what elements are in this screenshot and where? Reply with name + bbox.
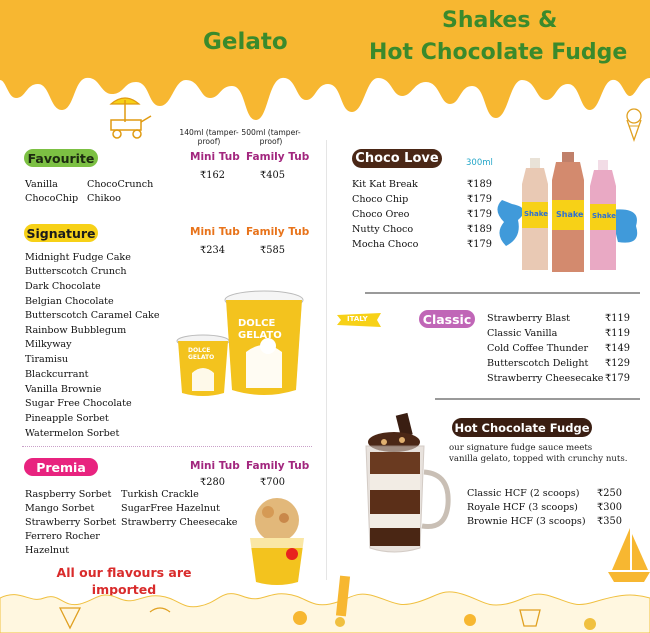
list-item: Hazelnut [25, 545, 70, 556]
list-item: Rainbow Bubblegum [25, 325, 127, 336]
list-item: Strawberry Blast [487, 313, 571, 324]
list-item: Cold Coffee Thunder [487, 343, 589, 354]
premia-family-header: Family Tub [246, 460, 310, 472]
mini-tub-image [176, 333, 230, 397]
signature-family-header: Family Tub [246, 226, 310, 238]
item-price: ₹149 [605, 343, 630, 354]
item-price: ₹189 [467, 224, 492, 235]
favourite-family-price: ₹405 [260, 170, 285, 181]
italy-ribbon-label: ITALY [347, 315, 368, 323]
tub-brand-line1: DOLCE [238, 318, 276, 329]
list-item: Choco Oreo [352, 209, 410, 220]
list-item: Strawberry Sorbet [25, 517, 117, 528]
hcf-description-line1: our signature fudge sauce meets [449, 443, 593, 453]
ice-cream-cone-icon [623, 108, 645, 142]
list-item: Raspberry Sorbet [25, 489, 112, 500]
favourite-mini-header: Mini Tub [190, 151, 240, 163]
family-tub-image [224, 290, 304, 398]
choco-love-size: 300ml [466, 158, 493, 168]
list-item: Midnight Fudge Cake [25, 252, 131, 263]
section-divider [22, 446, 312, 447]
list-item: Strawberry Cheesecake [487, 373, 604, 384]
premia-mini-header: Mini Tub [190, 460, 240, 472]
item-price: ₹179 [605, 373, 630, 384]
list-item: Sugar Free Chocolate [25, 398, 132, 409]
list-item: SugarFree Hazelnut [121, 503, 220, 514]
item-price: ₹250 [597, 488, 622, 499]
list-item: Classic Vanilla [487, 328, 558, 339]
imported-note-line1: All our flavours are imported [56, 565, 192, 597]
section-rule [365, 292, 640, 294]
tub-brand-line2: GELATO [188, 354, 215, 361]
family-size-note: 500ml (tamper-proof) [241, 128, 301, 146]
favourite-mini-price: ₹162 [200, 170, 225, 181]
list-item: Mocha Choco [352, 239, 419, 250]
list-item: Milkyway [25, 339, 72, 350]
classic-badge: Classic [419, 310, 475, 328]
list-item: ChocoCrunch [87, 179, 154, 190]
list-item: Tiramisu [25, 354, 69, 365]
item-price: ₹179 [467, 239, 492, 250]
bottle-label: Shake [592, 212, 616, 220]
list-item: Mango Sorbet [25, 503, 95, 514]
list-item: Butterscotch Delight [487, 358, 589, 369]
sundae-glass-image [360, 412, 452, 558]
premia-mini-price: ₹280 [200, 477, 225, 488]
list-item: Vanilla Brownie [25, 384, 102, 395]
signature-mini-header: Mini Tub [190, 226, 240, 238]
tub-brand-line2: GELATO [238, 330, 282, 341]
list-item: Classic HCF (2 scoops) [467, 488, 580, 499]
list-item: Choco Chip [352, 194, 409, 205]
list-item: Butterscotch Crunch [25, 266, 127, 277]
list-item: Vanilla [25, 179, 58, 190]
section-rule [435, 398, 640, 400]
shakes-heading-line1: Shakes & [442, 8, 558, 33]
item-price: ₹119 [605, 328, 630, 339]
gelato-heading: Gelato [203, 29, 288, 55]
list-item: Royale HCF (3 scoops) [467, 502, 578, 513]
list-item: Belgian Chocolate [25, 296, 114, 307]
gelato-cart-icon [105, 92, 157, 140]
shakes-heading-line2: Hot Chocolate Fudge [369, 40, 628, 65]
bottle-label: Shake [556, 210, 584, 219]
bottle-label: Shake [524, 210, 548, 218]
list-item: Nutty Choco [352, 224, 414, 235]
list-item: Watermelon Sorbet [25, 428, 120, 439]
tub-brand-line1: DOLCE [188, 347, 211, 354]
list-item: Pineapple Sorbet [25, 413, 109, 424]
item-price: ₹350 [597, 516, 622, 527]
mini-size-note: 140ml (tamper-proof) [179, 128, 239, 146]
signature-badge: Signature [24, 224, 98, 242]
italy-ribbon [337, 313, 381, 327]
list-item: Brownie HCF (3 scoops) [467, 516, 586, 527]
list-item: ChocoChip [25, 193, 79, 204]
list-item: Kit Kat Break [352, 179, 418, 190]
favourite-family-header: Family Tub [246, 151, 310, 163]
favourite-badge: Favourite [24, 149, 98, 167]
premia-family-price: ₹700 [260, 477, 285, 488]
hcf-description-line2: vanilla gelato, topped with crunchy nuts. [449, 454, 628, 464]
list-item: Butterscotch Caramel Cake [25, 310, 160, 321]
item-price: ₹300 [597, 502, 622, 513]
list-item: Dark Chocolate [25, 281, 101, 292]
list-item: Turkish Crackle [121, 489, 199, 500]
list-item: Ferrero Rocher [25, 531, 100, 542]
signature-family-price: ₹585 [260, 245, 285, 256]
item-price: ₹179 [467, 209, 492, 220]
list-item: Chikoo [87, 193, 121, 204]
item-price: ₹119 [605, 313, 630, 324]
premia-badge: Premia [24, 458, 98, 476]
item-price: ₹129 [605, 358, 630, 369]
signature-mini-price: ₹234 [200, 245, 225, 256]
column-divider [326, 140, 327, 580]
shake-bottles-image [492, 150, 642, 278]
hcf-description [449, 443, 628, 465]
item-price: ₹189 [467, 179, 492, 190]
bottom-doodle-band [0, 568, 650, 633]
hcf-badge: Hot Chocolate Fudge [452, 418, 592, 437]
list-item: Blackcurrant [25, 369, 89, 380]
item-price: ₹179 [467, 194, 492, 205]
choco-love-badge: Choco Love [352, 149, 442, 168]
list-item: Strawberry Cheesecake [121, 517, 238, 528]
